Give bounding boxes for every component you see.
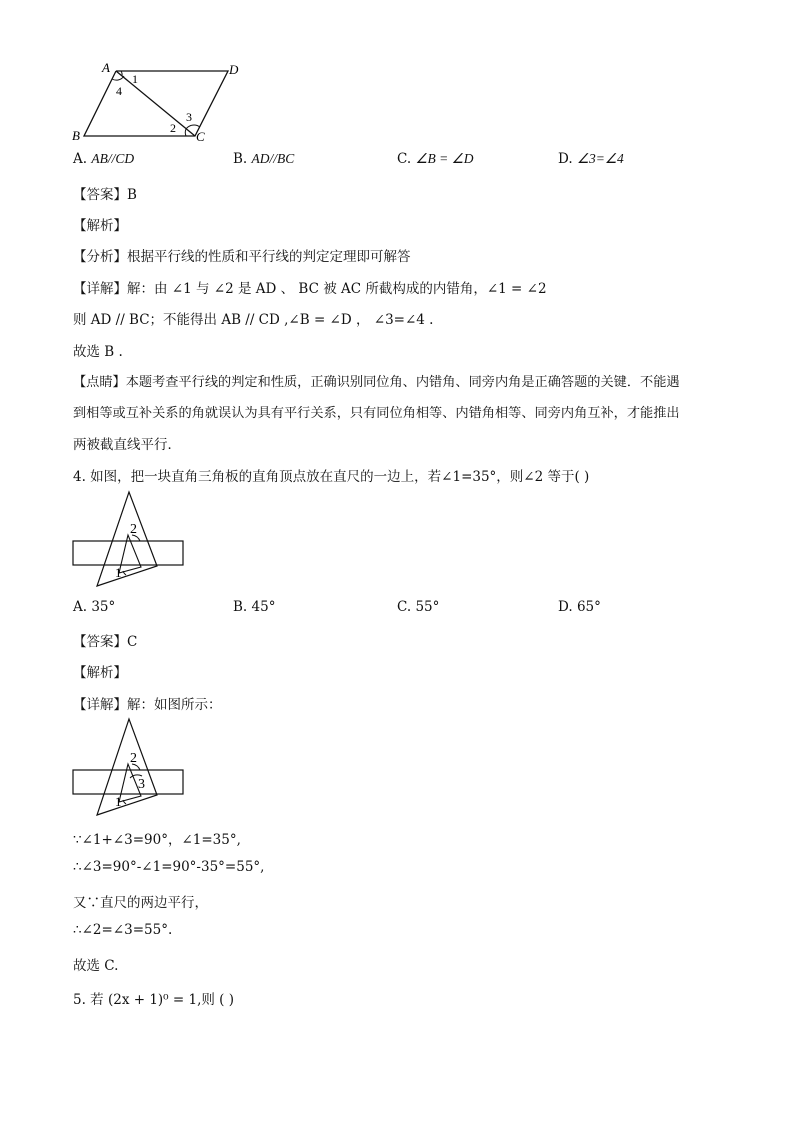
q3-comment-line3: 两被截直线平行． <box>73 437 181 453</box>
q3-option-a[interactable]: A. AB//CD <box>73 151 135 167</box>
q3-answer: 【答案】B <box>73 187 137 203</box>
ruler-triangle-solution-figure <box>70 716 188 816</box>
q4-answer: 【答案】C <box>73 634 138 650</box>
angle-2-label: 2 <box>170 121 176 135</box>
q3-option-a-text: AB//CD <box>91 151 135 166</box>
q3-option-b-text: AD//BC <box>251 151 295 166</box>
q4-option-c[interactable]: C. 55° <box>397 599 440 615</box>
q4-stem: 4. 如图，把一块直角三角板的直角顶点放在直尺的一边上，若∠1=35°，则∠2 等于( ) <box>73 469 590 485</box>
q4-angle-1-label: 1 <box>115 565 122 580</box>
q4-detail: 【详解】解：如图所示： <box>73 697 222 713</box>
q5-stem: 5. 若 (2x + 1)⁰ = 1,则 ( ) <box>73 992 234 1008</box>
vertex-b-label: B <box>72 128 80 143</box>
q3-option-d[interactable]: D. ∠3=∠4 <box>558 151 624 167</box>
q3-option-c[interactable]: C. ∠B = ∠D <box>397 151 474 167</box>
angle-1-label: 1 <box>132 72 138 86</box>
q3-option-c-text: ∠B = ∠D <box>415 151 474 166</box>
q3-option-b[interactable]: B. AD//BC <box>233 151 295 167</box>
q4-step2: ∴∠3=90°-∠1=90°-35°=55°, <box>73 859 265 875</box>
q3-detail-line1: 【详解】解：由 ∠1 与 ∠2 是 AD 、 BC 被 AC 所截构成的内错角，∠1 = ∠2 <box>73 281 547 297</box>
vertex-a-label: A <box>102 60 110 75</box>
q4-option-d[interactable]: D. 65° <box>558 599 601 615</box>
vertex-d-label: D <box>229 62 239 77</box>
q3-choose: 故选 B . <box>73 344 123 360</box>
q4-option-a[interactable]: A. 35° <box>73 599 116 615</box>
q3-fenxi: 【分析】根据平行线的性质和平行线的判定定理即可解答 <box>73 249 411 265</box>
parallelogram-figure <box>68 60 258 146</box>
q3-option-d-text: ∠3=∠4 <box>576 151 624 166</box>
q3-comment-line2: 到相等或互补关系的角就误认为具有平行关系，只有同位角相等、内错角相等、同旁内角互补，才能推出 <box>73 406 680 421</box>
q4-sol-angle-2-label: 2 <box>130 751 137 766</box>
q3-analysis-heading: 【解析】 <box>73 218 127 234</box>
q4-sol-angle-3-label: 3 <box>138 777 145 792</box>
angle-4-label: 4 <box>116 84 122 98</box>
q4-step1: ∵∠1+∠3=90°，∠1=35°, <box>73 832 241 848</box>
q4-sol-angle-1-label: 1 <box>115 794 122 809</box>
ruler-triangle-figure <box>70 489 188 589</box>
q4-choose: 故选 C. <box>73 958 119 974</box>
q4-angle-2-label: 2 <box>130 522 137 537</box>
q4-step3: 又∵直尺的两边平行， <box>73 895 208 911</box>
q3-comment-line1: 【点睛】本题考查平行线的判定和性质，正确识别同位角、内错角、同旁内角是正确答题的关键．不能遇 <box>73 375 680 390</box>
angle-3-label: 3 <box>186 110 192 124</box>
q4-step4: ∴∠2=∠3=55°. <box>73 922 173 938</box>
q3-detail-line2: 则 AD // BC；不能得出 AB // CD ,∠B = ∠D ， ∠3=∠4 . <box>73 312 434 328</box>
vertex-c-label: C <box>196 129 205 144</box>
q4-option-b[interactable]: B. 45° <box>233 599 276 615</box>
q4-analysis-heading: 【解析】 <box>73 665 127 681</box>
